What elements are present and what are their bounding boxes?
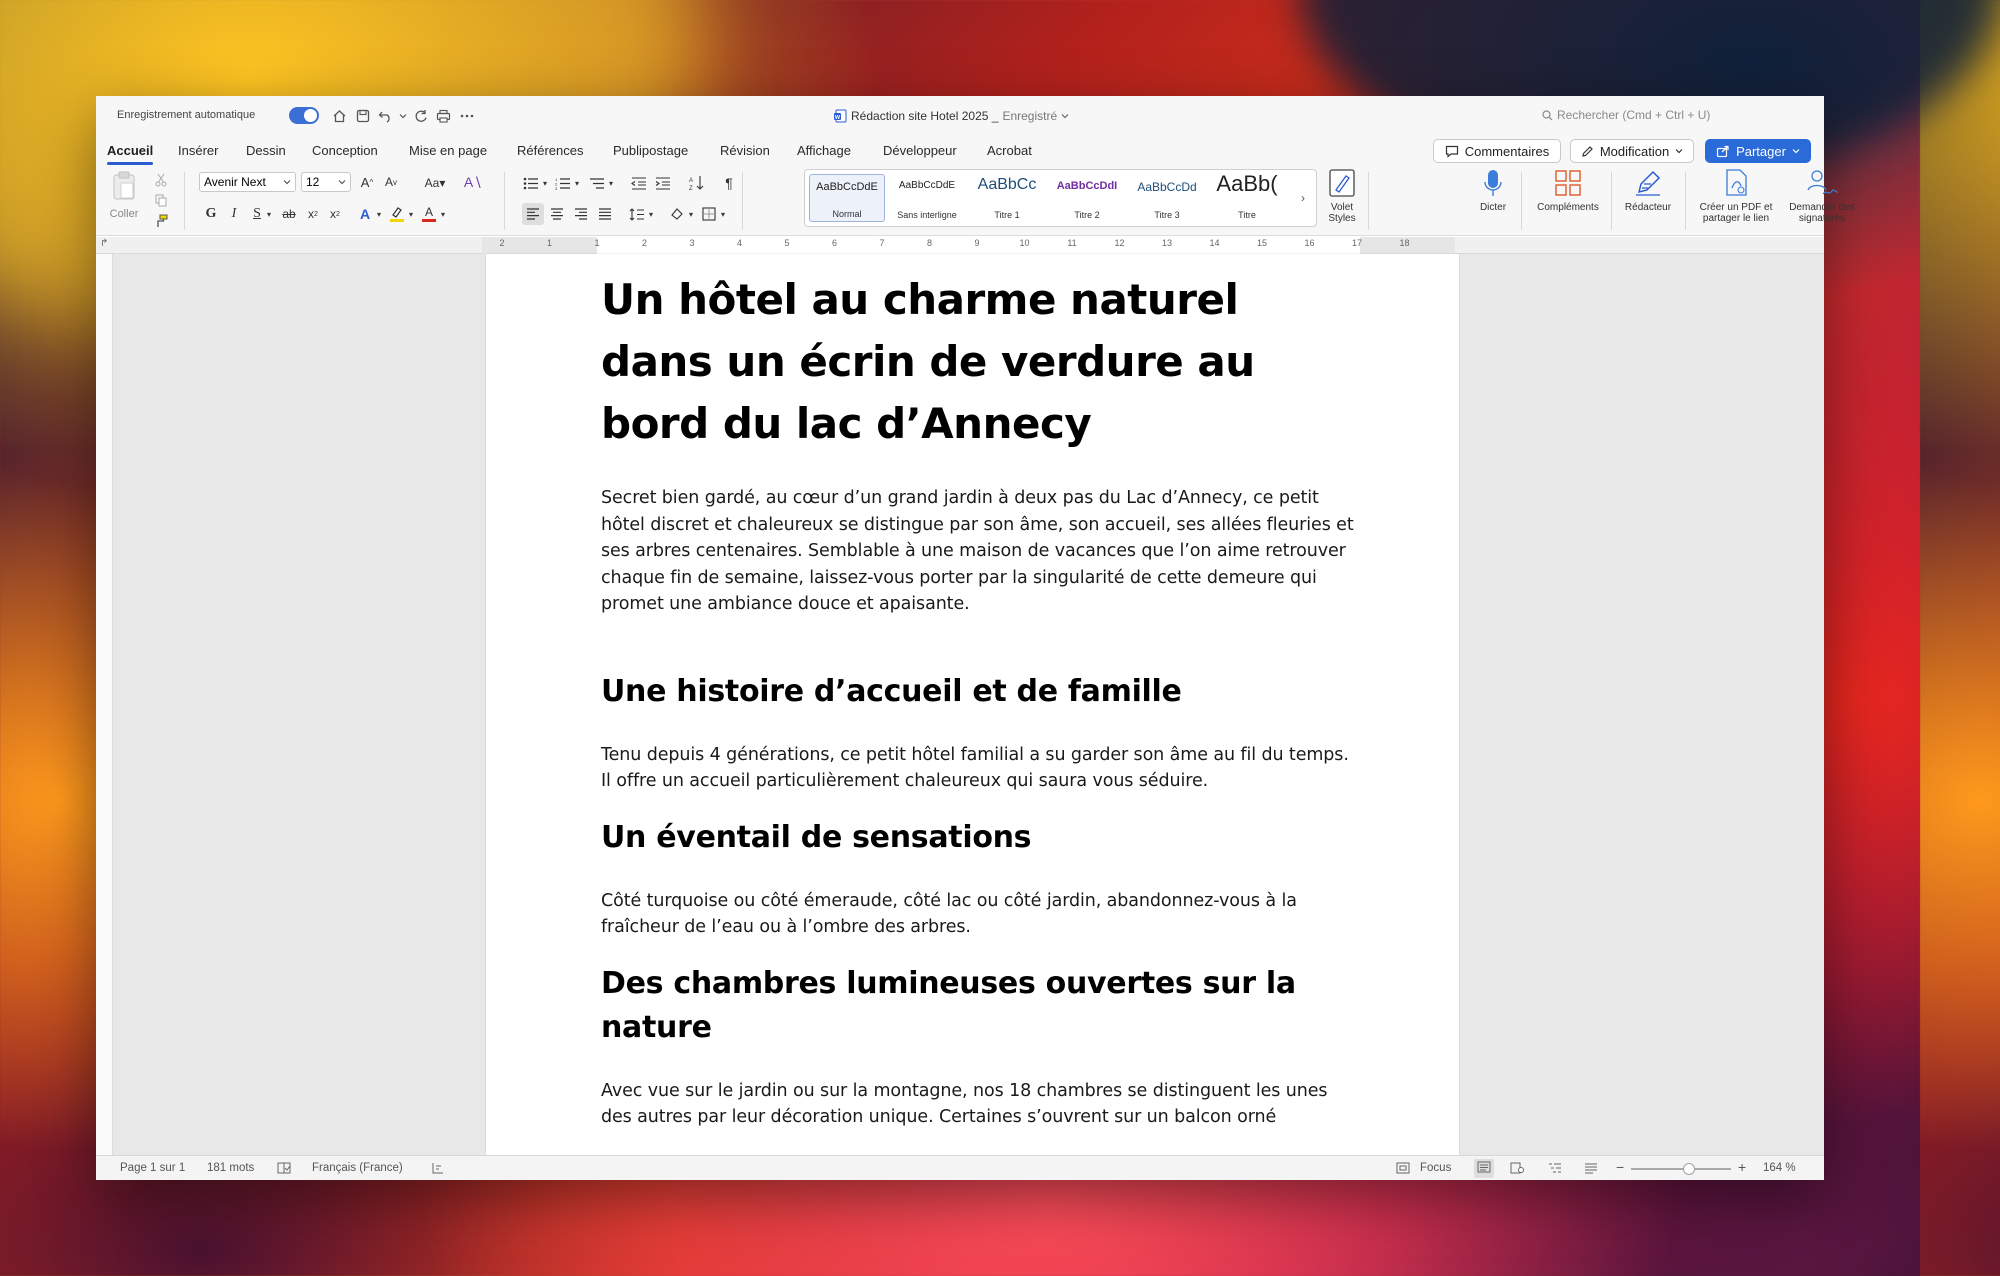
strikethrough-icon[interactable]: ab <box>282 207 296 221</box>
comment-icon <box>1445 145 1459 158</box>
chevron-down-icon[interactable]: ▾ <box>376 209 381 219</box>
superscript-icon[interactable]: x 2 <box>330 207 340 221</box>
pencil-icon <box>1581 145 1594 158</box>
chevron-down-icon <box>1675 148 1683 154</box>
language-indicator[interactable]: Français (France) <box>312 1162 403 1174</box>
chevron-down-icon[interactable]: ▾ <box>608 178 613 188</box>
title-bar <box>96 96 1824 136</box>
align-left-icon[interactable] <box>522 203 544 225</box>
tab-conception[interactable]: Conception <box>312 143 378 158</box>
tab-acrobat[interactable]: Acrobat <box>987 143 1032 158</box>
request-signatures-button[interactable] <box>1780 168 1864 224</box>
style-sample: AaBbCcDdE <box>898 180 956 191</box>
share-label: Partager <box>1736 143 1786 159</box>
svg-text:1: 1 <box>555 176 558 182</box>
ribbon-separator <box>1611 172 1612 230</box>
ruler-number: 13 <box>1161 238 1173 248</box>
autosave-toggle[interactable] <box>289 107 319 124</box>
style-name: Titre 2 <box>1074 210 1100 220</box>
chevron-down-icon <box>338 179 346 185</box>
web-layout-icon[interactable] <box>1510 1162 1524 1177</box>
style-sample: AaBbCcDdI <box>1056 180 1118 192</box>
word-count[interactable]: 181 mots <box>207 1162 255 1174</box>
word-window <box>96 96 1855 1180</box>
ruler-number: 14 <box>1209 238 1220 248</box>
undo-icon[interactable] <box>374 105 397 127</box>
ruler-number: 18 <box>1399 238 1410 248</box>
ruler-number: 7 <box>879 238 885 248</box>
style-sample: AaBb( <box>1216 171 1278 196</box>
shading-icon[interactable] <box>666 203 688 225</box>
more-icon[interactable] <box>455 105 478 127</box>
style-name: Titre 1 <box>994 210 1020 220</box>
search-input[interactable] <box>1542 108 1710 122</box>
italic-icon[interactable]: I <box>231 206 237 221</box>
editing-mode-label: Modification <box>1599 143 1670 159</box>
chevron-down-icon[interactable]: ▾ <box>408 209 413 219</box>
decrease-indent-icon[interactable] <box>628 172 650 194</box>
ruler-number: 12 <box>1114 238 1125 248</box>
section-heading[interactable]: Un éventail de sensations <box>601 819 1032 855</box>
justify-icon[interactable] <box>594 203 616 225</box>
sort-icon[interactable] <box>686 172 708 194</box>
cut-icon[interactable] <box>150 169 172 191</box>
style-normal[interactable] <box>809 174 885 222</box>
style-no-spacing[interactable] <box>889 174 965 222</box>
paste-label: Coller <box>109 208 139 220</box>
ruler-page-zone <box>482 237 1455 254</box>
change-case-icon[interactable]: Aa▾ <box>424 176 446 190</box>
focus-icon[interactable] <box>1396 1162 1410 1177</box>
tab-references[interactable]: Références <box>517 143 584 158</box>
save-status: Enregistré <box>1002 109 1058 123</box>
ruler-number: 11 <box>1067 238 1077 248</box>
ruler-number: 8 <box>926 238 933 248</box>
svg-text:A: A <box>689 178 694 184</box>
tab-mise-en-page[interactable]: Mise en page <box>409 143 488 158</box>
ruler-numbers <box>482 237 1455 254</box>
numbering-icon[interactable] <box>552 172 574 194</box>
vertical-ruler[interactable] <box>96 254 113 1155</box>
line-spacing-icon[interactable] <box>626 203 648 225</box>
style-heading-1[interactable] <box>969 174 1045 222</box>
search-placeholder: Rechercher (Cmd + Ctrl + U) <box>1557 108 1711 122</box>
style-sample: AaBbCc <box>977 176 1037 193</box>
font-name-value: Avenir Next <box>204 175 266 189</box>
svg-text:Z: Z <box>689 186 693 192</box>
style-name: Sans interligne <box>897 210 957 220</box>
ruler-number: 5 <box>784 238 790 248</box>
zoom-out-icon[interactable]: − <box>1616 1159 1625 1175</box>
focus-label[interactable]: Focus <box>1420 1162 1452 1174</box>
grow-font-icon[interactable]: A ^ <box>360 174 374 190</box>
chevron-down-icon <box>1061 113 1069 119</box>
ruler-number: 3 <box>689 238 695 248</box>
clear-formatting-icon[interactable]: A∖ <box>463 173 483 190</box>
style-sample: AaBbCcDdE <box>816 181 878 193</box>
underline-icon[interactable]: S <box>253 206 261 221</box>
addins-label: Compléments <box>1537 202 1599 213</box>
chevron-down-icon <box>1792 148 1800 154</box>
bullets-icon[interactable] <box>520 172 542 194</box>
ribbon-separator <box>1521 172 1522 230</box>
styles-gallery <box>804 169 1317 227</box>
editor-icon <box>1633 168 1663 198</box>
highlight-icon[interactable] <box>386 203 408 225</box>
style-name: Titre <box>1238 210 1256 220</box>
request-signatures-label: Demander des signatures <box>1789 202 1855 224</box>
page-count[interactable]: Page 1 sur 1 <box>120 1162 186 1174</box>
print-layout-icon[interactable] <box>1474 1159 1494 1178</box>
accessibility-icon[interactable] <box>431 1162 445 1177</box>
tab-developpeur[interactable]: Développeur <box>883 143 957 158</box>
draft-view-icon[interactable] <box>1584 1162 1598 1177</box>
style-heading-3[interactable] <box>1129 174 1205 222</box>
chevron-down-icon[interactable] <box>397 105 409 127</box>
ruler-number: 16 <box>1304 238 1315 248</box>
ribbon-separator <box>1685 172 1686 230</box>
ruler-number: 17 <box>1351 238 1363 248</box>
ruler-number: 2 <box>499 238 505 248</box>
microphone-icon <box>1483 168 1503 198</box>
tab-dessin[interactable]: Dessin <box>246 143 286 158</box>
tab-accueil[interactable]: Accueil <box>107 143 154 158</box>
chevron-down-icon <box>283 179 291 185</box>
tab-publipostage[interactable]: Publipostage <box>613 143 689 158</box>
comments-label: Commentaires <box>1464 143 1550 159</box>
ribbon-separator <box>1368 172 1369 230</box>
ruler-corner-icon: ↱ <box>100 238 109 249</box>
chevron-down-icon[interactable]: ▾ <box>720 209 725 219</box>
zoom-in-icon[interactable]: + <box>1738 1159 1747 1175</box>
ribbon-tabs <box>96 136 1824 166</box>
document-canvas[interactable] <box>96 254 1824 1155</box>
chevron-down-icon[interactable]: ▾ <box>266 209 271 219</box>
chevron-down-icon[interactable]: ▾ <box>542 178 547 188</box>
style-title[interactable] <box>1209 171 1285 222</box>
svg-text:3: 3 <box>555 185 558 191</box>
format-painter-icon[interactable] <box>150 210 172 232</box>
ruler-number: 15 <box>1256 238 1268 248</box>
styles-pane-icon <box>1328 168 1356 198</box>
zoom-slider[interactable] <box>1631 1168 1731 1170</box>
document-content[interactable] <box>601 254 1361 1131</box>
print-icon[interactable] <box>432 105 455 127</box>
section-heading[interactable]: Des chambres lumineuses ouvertes sur la nature <box>601 965 1296 1045</box>
style-heading-2[interactable] <box>1049 174 1125 222</box>
document-title[interactable] <box>834 109 1069 123</box>
paste-button[interactable] <box>109 169 139 203</box>
comments-button[interactable] <box>1433 139 1561 163</box>
search-icon <box>1542 110 1553 121</box>
ruler-number: 1 <box>594 238 600 248</box>
svg-text:2: 2 <box>555 181 558 186</box>
font-color-icon[interactable] <box>418 203 440 225</box>
tab-revision[interactable]: Révision <box>720 143 770 158</box>
ribbon-separator <box>742 172 743 230</box>
chevron-down-icon[interactable]: ▾ <box>574 178 579 188</box>
font-name-select[interactable] <box>199 172 296 192</box>
pdf-share-icon <box>1722 168 1750 198</box>
style-sample: AaBbCcDd <box>1137 180 1197 194</box>
svg-text:A: A <box>424 205 434 219</box>
horizontal-ruler[interactable] <box>96 237 1824 254</box>
ruler-number: 4 <box>736 238 743 248</box>
document-title-text: Rédaction site Hotel 2025 _ <box>851 109 999 123</box>
section-paragraph[interactable]: Côté turquoise ou côté émeraude, côté lac ou côté jardin, abandonnez-vous à la fraîcheur de l’eau ou à l’ombre des arbres. <box>601 890 1297 937</box>
text-effects-icon[interactable]: A <box>359 206 371 222</box>
shrink-font-icon[interactable]: A v <box>384 175 397 189</box>
style-name: Titre 3 <box>1154 210 1180 220</box>
zoom-level[interactable]: 164 % <box>1763 1162 1796 1174</box>
section-paragraph[interactable]: Tenu depuis 4 générations, ce petit hôtel familial a su garder son âme au fil du temps. Il offre un accueil particulièrement chaleureux qui saura vous séduire. <box>601 744 1349 791</box>
ruler-number: 10 <box>1019 238 1030 248</box>
styles-pane-label: Volet Styles <box>1328 202 1356 224</box>
create-pdf-label: Créer un PDF et partager le lien <box>1699 202 1773 224</box>
multilevel-list-icon[interactable] <box>586 172 608 194</box>
save-icon[interactable] <box>351 105 374 127</box>
increase-indent-icon[interactable] <box>652 172 674 194</box>
ruler-number: 6 <box>831 238 838 248</box>
zoom-slider-handle[interactable] <box>1683 1163 1695 1175</box>
chevron-down-icon[interactable]: ▾ <box>440 209 445 219</box>
ruler-number: 2 <box>641 238 648 248</box>
editor-label: Rédacteur <box>1624 202 1672 213</box>
style-name: Normal <box>832 209 862 219</box>
editor-button[interactable] <box>1618 168 1678 213</box>
ribbon-home <box>96 166 1855 236</box>
align-center-icon[interactable] <box>546 203 568 225</box>
editing-mode-button[interactable] <box>1570 139 1694 163</box>
subscript-icon[interactable]: x 2 <box>308 207 318 221</box>
ribbon-separator <box>504 172 505 230</box>
share-button[interactable] <box>1705 139 1811 163</box>
autosave-label: Enregistrement automatique <box>117 109 256 121</box>
styles-pane-button[interactable] <box>1318 168 1366 224</box>
borders-icon[interactable] <box>698 203 720 225</box>
chevron-right-icon[interactable]: › <box>1301 191 1305 205</box>
chevron-down-icon[interactable]: ▾ <box>688 209 693 219</box>
document-page[interactable] <box>486 254 1459 1155</box>
outline-view-icon[interactable] <box>1548 1162 1562 1177</box>
dictate-label: Dicter <box>1479 202 1507 213</box>
section-paragraph[interactable]: Avec vue sur le jardin ou sur la montagne, nos 18 chambres se distinguent les unes des autres par leur décoration unique. Certaines s’ouvrent sur un balcon orné <box>601 1080 1328 1127</box>
chevron-down-icon[interactable]: ▾ <box>648 209 653 219</box>
quick-access-toolbar <box>328 105 478 127</box>
tab-inserer[interactable]: Insérer <box>178 143 219 158</box>
font-size-select[interactable] <box>301 172 351 192</box>
clipboard-icon <box>111 171 137 201</box>
signature-icon <box>1805 168 1839 198</box>
home-icon[interactable] <box>328 105 351 127</box>
font-size-value: 12 <box>306 175 320 189</box>
bold-icon[interactable]: G <box>205 206 217 221</box>
create-pdf-button[interactable] <box>1692 168 1780 224</box>
section-heading[interactable]: Une histoire d’accueil et de famille <box>601 673 1182 709</box>
share-icon <box>1716 145 1730 158</box>
copy-icon[interactable] <box>150 189 172 211</box>
ruler-number: 1 <box>546 238 553 248</box>
document-title-heading[interactable]: Un hôtel au charme naturel dans un écrin de verdure au bord du lac d’Annecy <box>601 275 1255 448</box>
addins-button[interactable] <box>1530 168 1606 213</box>
ribbon-separator <box>184 172 185 230</box>
proofing-icon[interactable] <box>277 1162 291 1177</box>
ruler-number: 9 <box>974 238 980 248</box>
intro-paragraph[interactable]: Secret bien gardé, au cœur d’un grand jardin à deux pas du Lac d’Annecy, ce petit hôtel discret et chaleureux se distingue par son âme, son accueil, ses allées fleuries et ses arbres centenaires. Semblable à une maison de vacances que l’on aime retrouver chaque fin de semaine, laissez-vous porter par la singularité de cette demeure qui promet une ambiance douce et apaisante. <box>601 488 1354 614</box>
redo-icon[interactable] <box>409 105 432 127</box>
pilcrow-icon[interactable]: ¶ <box>725 175 733 191</box>
svg-text:W: W <box>834 114 841 121</box>
addins-icon <box>1554 168 1582 198</box>
dictate-button[interactable] <box>1468 168 1518 213</box>
status-bar <box>96 1155 1824 1180</box>
tab-affichage[interactable]: Affichage <box>797 143 851 158</box>
align-right-icon[interactable] <box>570 203 592 225</box>
word-doc-icon <box>834 109 847 123</box>
